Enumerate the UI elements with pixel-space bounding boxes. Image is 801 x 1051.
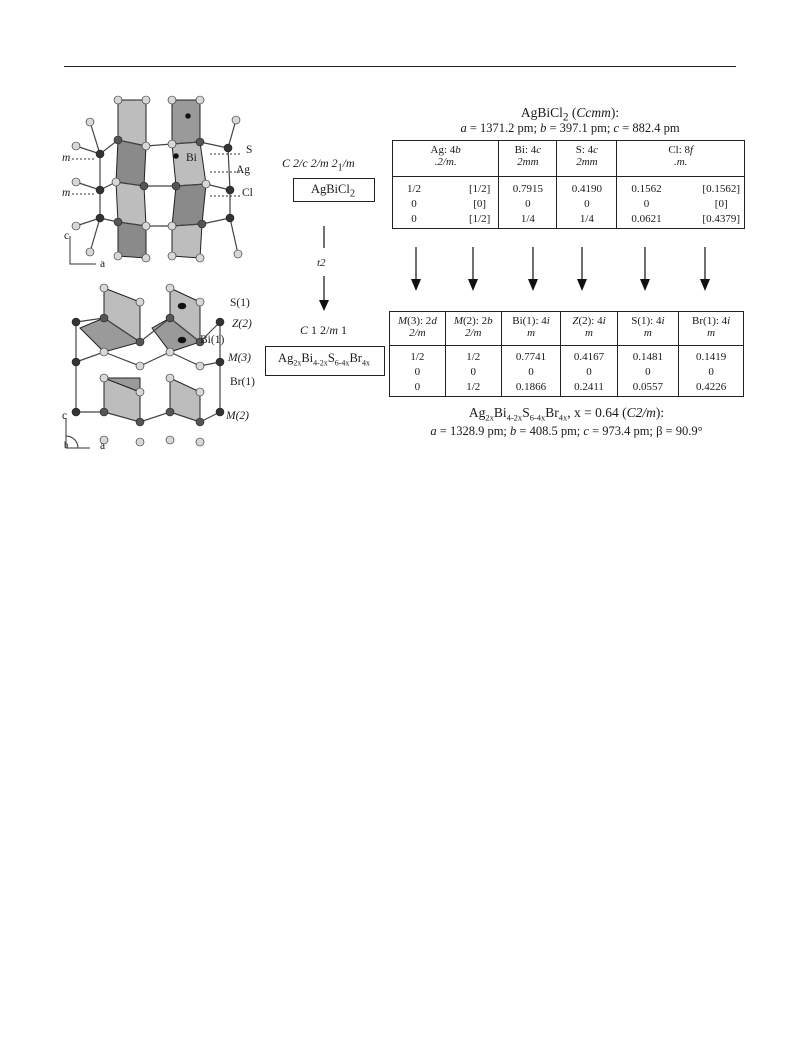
atom-cl bbox=[234, 250, 242, 258]
atom-br bbox=[166, 348, 174, 356]
coord-cell: 0.1562 0 0.0621 [0.1562] [0] [0.4379] bbox=[617, 177, 745, 229]
axis-label-a: a bbox=[100, 258, 106, 270]
atom-ag bbox=[96, 214, 104, 222]
coord-cell: 0.1419 0 0.4226 bbox=[679, 346, 744, 397]
atom-m bbox=[216, 318, 224, 326]
axis-label-b: b bbox=[64, 440, 69, 450]
bottom-table-caption: $Ag_{2x}Bi_{4-2x}S_{6-4x}Br_{4x}$, x = 0.64 (C2/m): bbox=[468, 405, 665, 423]
bottom-wyckoff-table bbox=[389, 311, 744, 397]
atom-s bbox=[112, 178, 120, 186]
header-cell: Bi: 4c 2mm bbox=[499, 141, 557, 177]
atom-bi bbox=[100, 408, 108, 416]
label-bi1: Bi(1) bbox=[200, 334, 225, 346]
atom-marker bbox=[178, 337, 186, 343]
atom-br bbox=[100, 348, 108, 356]
atom-s bbox=[100, 374, 108, 382]
polyhedron bbox=[172, 100, 200, 144]
header-cell: M(3): 2d 2/m bbox=[390, 312, 446, 346]
compound-top: AgBiCl$_2$ bbox=[310, 182, 356, 200]
atom-s bbox=[166, 436, 174, 444]
axis-label-c: c bbox=[64, 230, 70, 242]
atom-bi bbox=[166, 408, 174, 416]
structure-bottom-figure bbox=[60, 282, 240, 452]
t2-label: t2 bbox=[317, 257, 326, 269]
coord-cell: 0.4167 0 0.2411 bbox=[561, 346, 617, 397]
atom-s bbox=[136, 298, 144, 306]
atom-s bbox=[166, 374, 174, 382]
bond bbox=[90, 122, 100, 154]
axis-label-a: a bbox=[100, 440, 106, 452]
axis-frame bbox=[66, 418, 90, 448]
atom-m bbox=[72, 408, 80, 416]
polyhedron bbox=[118, 222, 146, 258]
atom-bi bbox=[196, 418, 204, 426]
bond bbox=[228, 148, 230, 190]
atom-br bbox=[136, 362, 144, 370]
atom-bi bbox=[196, 138, 204, 146]
compound-bottom: $Ag_{2x}Bi_{4-2x}S_{6-4x}Br_{4x}$ bbox=[278, 351, 370, 368]
atom-m bbox=[216, 358, 224, 366]
atom-bi bbox=[166, 314, 174, 322]
label-bi: Bi bbox=[186, 152, 197, 164]
label-ag: Ag bbox=[236, 164, 251, 176]
atom-s bbox=[142, 96, 150, 104]
atom-bi bbox=[114, 218, 122, 226]
polyhedron bbox=[172, 142, 206, 186]
label-m3: M(3) bbox=[228, 352, 251, 364]
atom-s bbox=[196, 254, 204, 262]
atom-s bbox=[114, 252, 122, 260]
atom-s bbox=[142, 254, 150, 262]
axis-label-c: c bbox=[62, 410, 68, 422]
atom-cl bbox=[72, 178, 80, 186]
atom-marker bbox=[178, 303, 186, 309]
header-cell: S(1): 4i m bbox=[617, 312, 679, 346]
header-cell: Bi(1): 4i m bbox=[501, 312, 561, 346]
header-cell: M(2): 2b 2/m bbox=[445, 312, 501, 346]
atom-s bbox=[166, 284, 174, 292]
atom-m bbox=[72, 318, 80, 326]
atom-s bbox=[100, 284, 108, 292]
label-br1: Br(1) bbox=[230, 376, 255, 388]
atom-cl bbox=[232, 116, 240, 124]
top-table-params: a = 1371.2 pm; b = 397.1 pm; c = 882.4 pm bbox=[460, 121, 680, 135]
atom-marker bbox=[174, 154, 179, 159]
atom-s bbox=[168, 252, 176, 260]
label-m: m bbox=[62, 187, 71, 199]
atom-ag bbox=[96, 150, 104, 158]
label-cl: Cl bbox=[242, 187, 253, 199]
label-s1: S(1) bbox=[230, 297, 250, 309]
header-cell: Z(2): 4i m bbox=[561, 312, 617, 346]
atom-s bbox=[114, 96, 122, 104]
top-wyckoff-table bbox=[392, 140, 745, 229]
atom-bi bbox=[136, 338, 144, 346]
atom-s bbox=[196, 388, 204, 396]
bond bbox=[228, 120, 236, 148]
atom-s bbox=[168, 140, 176, 148]
atom-marker bbox=[186, 114, 191, 119]
coord-cell: 0.4190 0 1/4 bbox=[557, 177, 617, 229]
bottom-table-params: a = 1328.9 pm; b = 408.5 pm; c = 973.4 pm; β = 90.9° bbox=[430, 424, 703, 438]
atom-ag bbox=[226, 186, 234, 194]
label-z2: Z(2) bbox=[232, 318, 252, 330]
space-group-bottom: C 1 2/m 1 bbox=[300, 323, 348, 337]
atom-s bbox=[142, 222, 150, 230]
atom-s bbox=[196, 298, 204, 306]
label-m: m bbox=[62, 152, 71, 164]
atom-cl bbox=[72, 142, 80, 150]
atom-ag bbox=[96, 186, 104, 194]
coord-cell: 1/2 0 0 bbox=[390, 346, 446, 397]
polyhedron bbox=[170, 378, 200, 422]
bond bbox=[230, 218, 238, 254]
label-m2: M(2) bbox=[226, 410, 249, 422]
label-s: S bbox=[246, 144, 253, 156]
coord-cell: 0.7741 0 0.1866 bbox=[501, 346, 561, 397]
atom-bi bbox=[114, 136, 122, 144]
atom-ag bbox=[224, 144, 232, 152]
atom-bi bbox=[100, 314, 108, 322]
atom-s bbox=[142, 142, 150, 150]
polyhedron bbox=[172, 184, 206, 226]
atom-s bbox=[196, 438, 204, 446]
t2-arrow bbox=[318, 226, 330, 312]
structure-top-figure bbox=[60, 86, 260, 276]
atom-cl bbox=[86, 248, 94, 256]
polyhedron bbox=[116, 140, 146, 186]
atom-bi bbox=[140, 182, 148, 190]
header-rule bbox=[64, 66, 736, 67]
atom-bi bbox=[198, 220, 206, 228]
atom-bi bbox=[172, 182, 180, 190]
coord-cell: 0.1481 0 0.0557 bbox=[617, 346, 679, 397]
atom-m bbox=[72, 358, 80, 366]
header-cell: Br(1): 4i m bbox=[679, 312, 744, 346]
polyhedron bbox=[172, 224, 202, 258]
atom-ag bbox=[226, 214, 234, 222]
correlation-arrows bbox=[395, 247, 725, 293]
header-cell: S: 4c 2mm bbox=[557, 141, 617, 177]
atom-bi bbox=[136, 418, 144, 426]
header-cell: Ag: 4b .2/m. bbox=[393, 141, 499, 177]
atom-s bbox=[196, 96, 204, 104]
atom-cl bbox=[72, 222, 80, 230]
bond bbox=[90, 218, 100, 252]
atom-cl bbox=[86, 118, 94, 126]
coord-cell: 1/2 0 0 [1/2] [0] [1/2] bbox=[393, 177, 499, 229]
atom-s bbox=[202, 180, 210, 188]
coord-cell: 0.7915 0 1/4 bbox=[499, 177, 557, 229]
coord-cell: 1/2 0 1/2 bbox=[445, 346, 501, 397]
atom-s bbox=[168, 222, 176, 230]
atom-s bbox=[136, 438, 144, 446]
atom-br bbox=[196, 362, 204, 370]
atom-m bbox=[216, 408, 224, 416]
atom-s bbox=[136, 388, 144, 396]
header-cell: Cl: 8f .m. bbox=[617, 141, 745, 177]
atom-s bbox=[168, 96, 176, 104]
top-table-title: AgBiCl$_2$ (Ccmm): bbox=[520, 105, 620, 124]
space-group-top: C 2/c 2/m $2_1/m$ bbox=[282, 156, 355, 174]
